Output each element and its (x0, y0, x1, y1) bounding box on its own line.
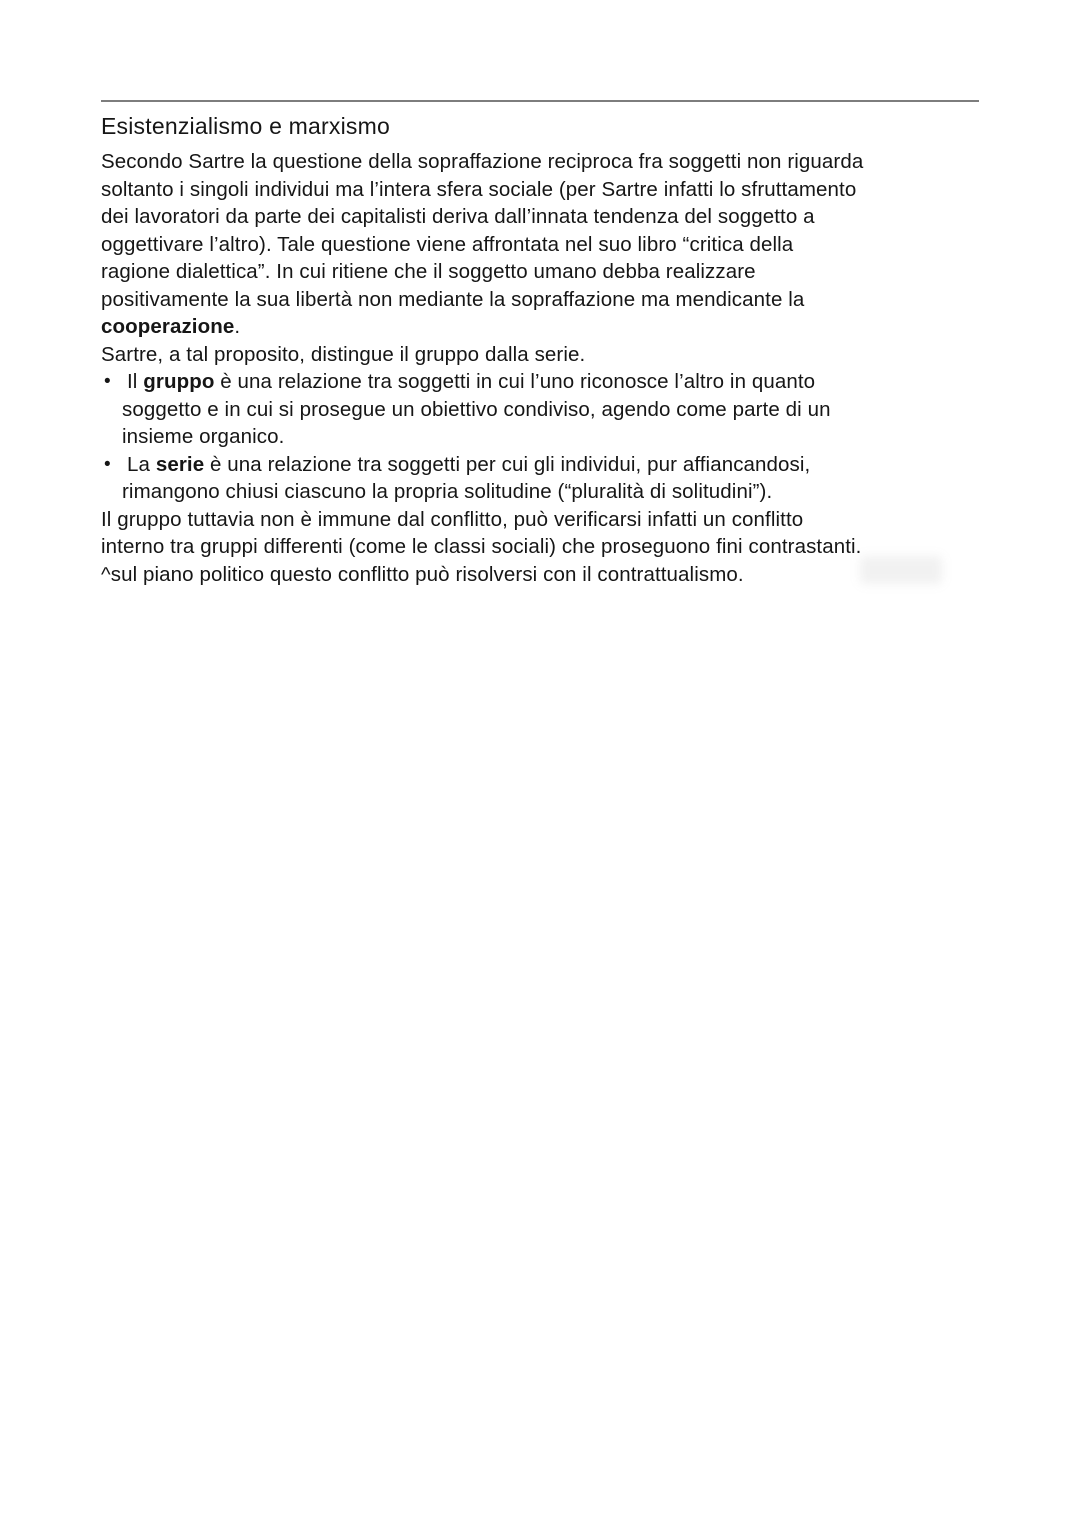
text-line: Secondo Sartre la questione della sopraffazione reciproca fra soggetti non riguarda (101, 150, 864, 173)
page-title: Esistenzialismo e marxismo (101, 113, 390, 139)
text-line: soltanto i singoli individui ma l’intera sfera sociale (per Sartre infatti lo sfruttamento (101, 177, 857, 201)
horizontal-divider (101, 100, 979, 102)
text-line: positivamente la sua libertà non mediante la sopraffazione ma mendicante la (101, 287, 805, 311)
text-line: Sartre, a tal proposito, distingue il gruppo dalla serie. (101, 342, 586, 366)
document-content (101, 100, 979, 588)
text-line: ^sul piano politico questo conflitto può risolversi con il contrattualismo. (101, 562, 744, 586)
document-body (101, 148, 979, 588)
text-line: dei lavoratori da parte dei capitalisti deriva dall’innata tendenza del soggetto a (101, 205, 815, 228)
text-line: Il gruppo tuttavia non è immune dal conflitto, può verificarsi infatti un conflitto (101, 507, 804, 531)
bullet-item-line: • Il gruppo è una relazione tra soggetti in cui l’uno riconosce l’altro in quanto (101, 368, 979, 396)
text-line: cooperazione. (101, 315, 241, 338)
bullet-wrap-line: rimangono chiusi ciascuno la propria solitudine (“pluralità di solitudini”). (122, 480, 773, 503)
bullet-item-line: • La serie è una relazione tra soggetti per cui gli individui, pur affiancandosi, (101, 451, 979, 479)
text-line: oggettivare l’altro). Tale questione viene affrontata nel suo libro “critica della (101, 232, 794, 256)
text-line: interno tra gruppi differenti (come le classi sociali) che proseguono fini contrastanti. (101, 535, 862, 558)
bullet-wrap-line: soggetto e in cui si prosegue un obiettivo condiviso, agendo come parte di un (122, 397, 831, 421)
bullet-wrap-line: insieme organico. (122, 425, 285, 448)
text-line: ragione dialettica”. In cui ritiene che il soggetto umano debba realizzare (101, 260, 756, 283)
